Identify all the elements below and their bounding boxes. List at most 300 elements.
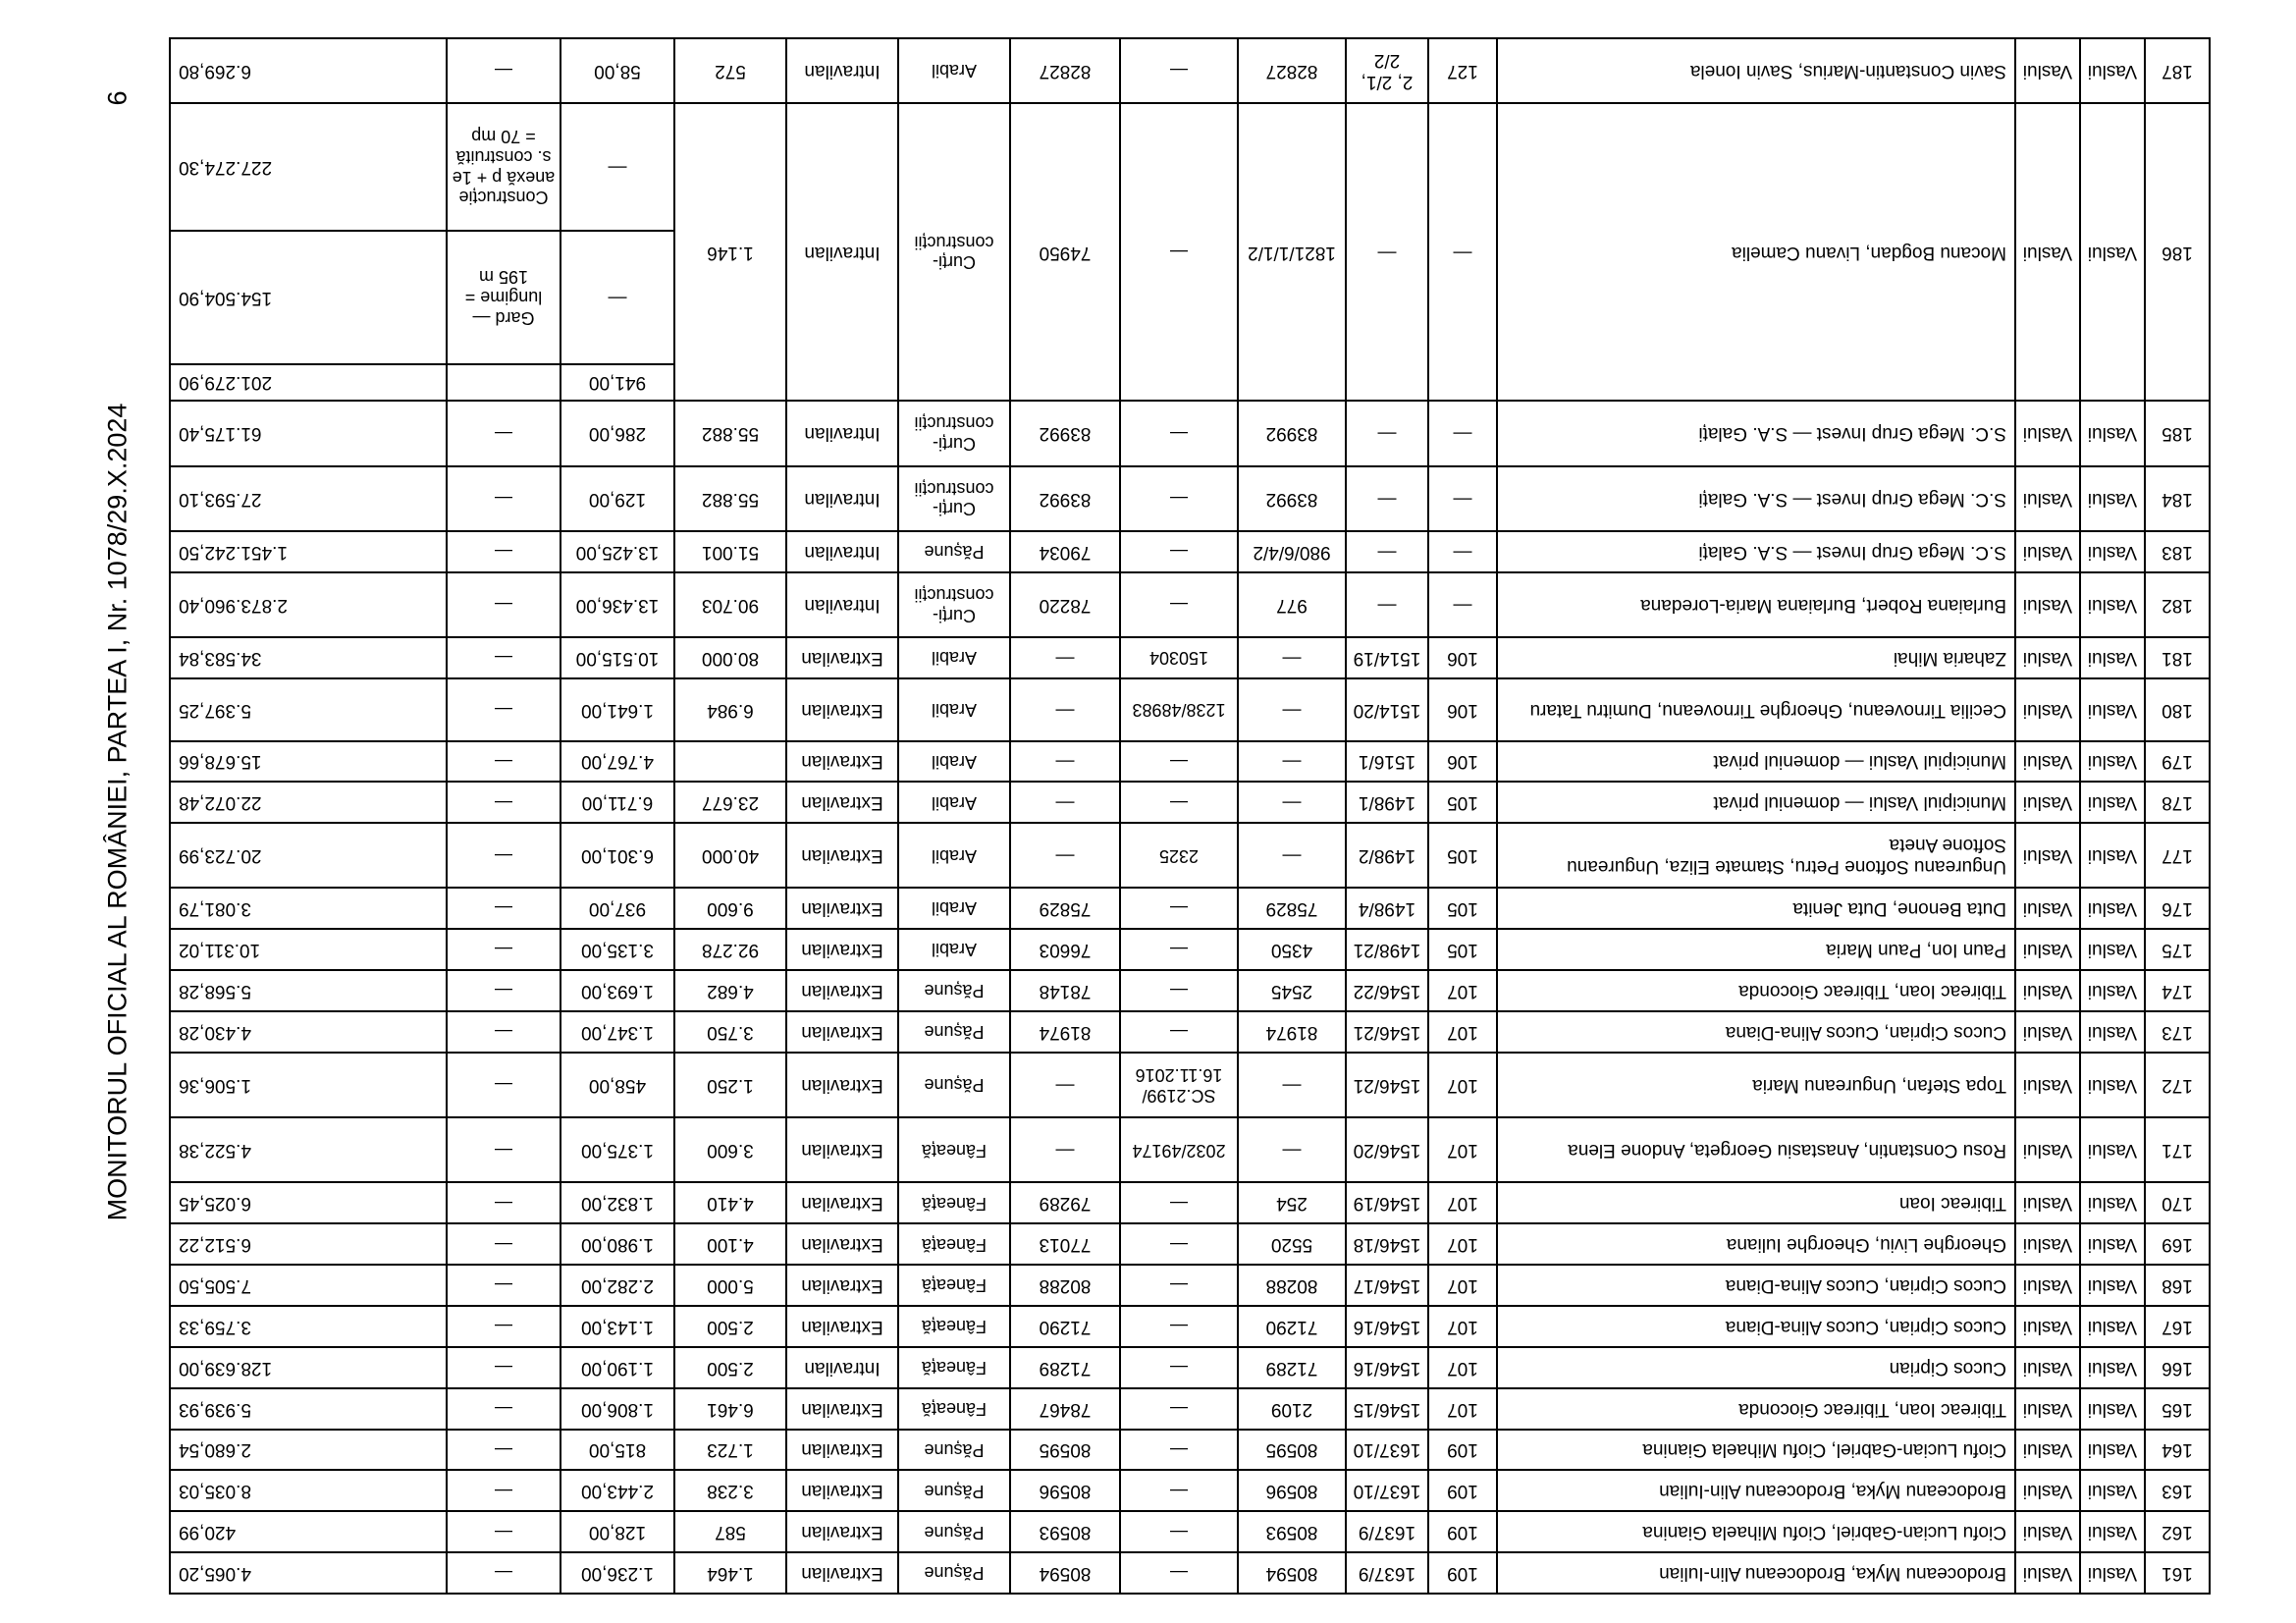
land-book-cell: — [1120,741,1238,783]
locality-cell: Vaslui [2015,1223,2080,1265]
land-category-cell: Pășune [898,1511,1010,1552]
cadastral-number-cell: 80595 [1238,1430,1346,1471]
constructions-cell [447,364,561,402]
uat-cell: Vaslui [2080,1223,2145,1265]
locality-cell: Vaslui [2015,1511,2080,1552]
value-cell: 6.512,22 [170,1223,447,1265]
locality-cell: Vaslui [2015,678,2080,741]
new-cadastral-cell: 80596 [1010,1470,1120,1511]
land-book-cell: — [1120,466,1238,531]
constructions-cell: — [447,531,561,572]
tarla-cell: 109 [1428,1511,1497,1552]
parcel-cell: 1546/16 [1346,1306,1428,1347]
value-cell: 201.279,90 [170,364,447,402]
zone-cell: Extravilan [786,1223,898,1265]
owners-cell: S.C. Mega Grup Invest — S.A. Galați [1497,531,2015,572]
locality-cell: Vaslui [2015,1306,2080,1347]
total-area-cell: 6.461 [674,1388,786,1430]
land-book-cell: — [1120,1430,1238,1471]
row-number: 179 [2145,741,2210,783]
expropriated-area-cell: 458,00 [561,1053,674,1117]
land-category-cell: Fâneață [898,1347,1010,1388]
land-category-cell: Arabil [898,678,1010,741]
parcel-cell: 1546/17 [1346,1265,1428,1306]
table-row [170,401,2210,465]
total-area-cell: 3.750 [674,1011,786,1053]
land-book-cell: — [1120,1511,1238,1552]
expropriated-area-cell: 286,00 [561,401,674,465]
cadastral-number-cell: 980/6/4/2 [1238,531,1346,572]
expropriated-area-cell: 1.806,00 [561,1388,674,1430]
new-cadastral-cell: — [1010,741,1120,783]
expropriated-area-cell: 10.515,00 [561,637,674,678]
land-book-cell: — [1120,401,1238,465]
table-row [170,637,2210,678]
expropriated-area-cell: 58,00 [561,38,674,103]
tarla-cell: 107 [1428,1011,1497,1053]
zone-cell: Extravilan [786,1265,898,1306]
table-row [170,1552,2210,1594]
land-category-cell: Curți-construcții [898,572,1010,637]
value-cell: 227.274,30 [170,103,447,231]
total-area-cell: 1.250 [674,1053,786,1117]
uat-cell: Vaslui [2080,1117,2145,1182]
land-book-cell: — [1120,1182,1238,1223]
parcel-cell: — [1346,466,1428,531]
value-cell: 5.568,28 [170,970,447,1011]
value-cell: 6.025,45 [170,1182,447,1223]
constructions-cell: — [447,1053,561,1117]
total-area-cell: 40.000 [674,823,786,888]
owners-cell: Duta Benone, Duta Jenita [1497,888,2015,929]
row-number: 162 [2145,1511,2210,1552]
constructions-cell: — [447,782,561,823]
owners-cell: S.C. Mega Grup Invest — S.A. Galați [1497,401,2015,465]
locality-cell: Vaslui [2015,929,2080,970]
cadastral-number-cell: — [1238,678,1346,741]
expropriation-table [169,37,2211,1595]
total-area-cell: 4.682 [674,970,786,1011]
parcel-cell: 1637/9 [1346,1511,1428,1552]
cadastral-number-cell: 5520 [1238,1223,1346,1265]
row-number: 161 [2145,1552,2210,1594]
row-number: 171 [2145,1117,2210,1182]
tarla-cell: — [1428,401,1497,465]
land-book-cell: — [1120,1347,1238,1388]
value-cell: 34.583,84 [170,637,447,678]
new-cadastral-cell: 79034 [1010,531,1120,572]
row-number: 163 [2145,1470,2210,1511]
constructions-cell: — [447,1011,561,1053]
new-cadastral-cell: 80593 [1010,1511,1120,1552]
parcel-cell: — [1346,531,1428,572]
table-row [170,1388,2210,1430]
parcel-cell: — [1346,572,1428,637]
cadastral-number-cell: 4350 [1238,929,1346,970]
uat-cell: Vaslui [2080,678,2145,741]
value-cell: 5.397,25 [170,678,447,741]
row-number: 187 [2145,38,2210,103]
tarla-cell: 109 [1428,1470,1497,1511]
new-cadastral-cell: — [1010,1117,1120,1182]
owners-cell: Municipiul Vaslui — domeniul privat [1497,782,2015,823]
owners-cell: Mocanu Bogdan, Livanu Camelia [1497,103,2015,401]
tarla-cell: 106 [1428,741,1497,783]
cadastral-number-cell: 71290 [1238,1306,1346,1347]
owners-cell: Topa Stefan, Ungureanu Maria [1497,1053,2015,1117]
new-cadastral-cell: 74950 [1010,103,1120,401]
locality-cell: Vaslui [2015,1182,2080,1223]
total-area-cell: 92.278 [674,929,786,970]
tarla-cell: 107 [1428,1388,1497,1430]
row-number: 184 [2145,466,2210,531]
owners-cell: Ungureanu Softone Petru, Stamate Eliza, Ungureanu Softone Aneta [1497,823,2015,888]
parcel-cell: 1546/18 [1346,1223,1428,1265]
parcel-cell: 1498/1 [1346,782,1428,823]
row-number: 186 [2145,103,2210,401]
uat-cell: Vaslui [2080,531,2145,572]
owners-cell: Cecilia Tirnoveanu, Gheorghe Tirnoveanu, Dumitru Tataru [1497,678,2015,741]
owners-cell: Municipiul Vaslui — domeniul privat [1497,741,2015,783]
expropriated-area-cell: 1.375,00 [561,1117,674,1182]
uat-cell: Vaslui [2080,1053,2145,1117]
locality-cell: Vaslui [2015,1011,2080,1053]
land-book-cell: — [1120,1470,1238,1511]
tarla-cell: 107 [1428,1347,1497,1388]
zone-cell: Intravilan [786,572,898,637]
new-cadastral-cell: 71289 [1010,1347,1120,1388]
owners-cell: Burlaiana Robert, Burlaiana Maria-Loredana [1497,572,2015,637]
land-category-cell: Fâneață [898,1182,1010,1223]
table-row [170,1306,2210,1347]
locality-cell: Vaslui [2015,572,2080,637]
uat-cell: Vaslui [2080,970,2145,1011]
row-number: 180 [2145,678,2210,741]
table-row [170,1470,2210,1511]
constructions-cell: — [447,1552,561,1594]
table-row [170,1430,2210,1471]
total-area-cell: 55.882 [674,401,786,465]
land-category-cell: Pășune [898,1470,1010,1511]
owners-cell: Tibireac Ioan, Tibireac Gioconda [1497,1388,2015,1430]
owners-cell: Brodoceanu Myka, Brodoceanu Alin-Iulian [1497,1470,2015,1511]
land-category-cell: Fâneață [898,1265,1010,1306]
land-book-cell: — [1120,1011,1238,1053]
land-category-cell: Arabil [898,637,1010,678]
locality-cell: Vaslui [2015,1053,2080,1117]
parcel-cell: 1546/21 [1346,1011,1428,1053]
locality-cell: Vaslui [2015,888,2080,929]
cadastral-number-cell: 1821/1/1/2 [1238,103,1346,401]
locality-cell: Vaslui [2015,38,2080,103]
cadastral-number-cell: — [1238,1117,1346,1182]
new-cadastral-cell: — [1010,1053,1120,1117]
locality-cell: Vaslui [2015,1470,2080,1511]
cadastral-number-cell: — [1238,823,1346,888]
cadastral-number-cell: 83992 [1238,401,1346,465]
land-book-cell: — [1120,38,1238,103]
owners-cell: Ciofu Lucian-Gabriel, Ciofu Mihaela Gianina [1497,1430,2015,1471]
cadastral-number-cell: 80596 [1238,1470,1346,1511]
expropriated-area-cell: 1.832,00 [561,1182,674,1223]
land-book-cell: — [1120,1265,1238,1306]
table-row [170,38,2210,103]
locality-cell: Vaslui [2015,782,2080,823]
new-cadastral-cell: 81974 [1010,1011,1120,1053]
value-cell: 1.506,36 [170,1053,447,1117]
table-row [170,1053,2210,1117]
land-category-cell: Arabil [898,782,1010,823]
page-number: 6 [102,90,133,106]
parcel-cell: 1498/2 [1346,823,1428,888]
uat-cell: Vaslui [2080,1306,2145,1347]
land-book-cell: 2325 [1120,823,1238,888]
expropriated-area-cell: 2.443,00 [561,1470,674,1511]
row-number: 178 [2145,782,2210,823]
table-row [170,929,2210,970]
expropriated-area-cell: 1.190,00 [561,1347,674,1388]
value-cell: 4.522,38 [170,1117,447,1182]
constructions-cell: Construcție anexă p + 1e s. construită = 70 mp [447,103,561,231]
uat-cell: Vaslui [2080,782,2145,823]
expropriated-area-cell: 128,00 [561,1511,674,1552]
land-book-cell: — [1120,1306,1238,1347]
tarla-cell: 107 [1428,1306,1497,1347]
row-number: 174 [2145,970,2210,1011]
land-category-cell: Arabil [898,741,1010,783]
row-number: 165 [2145,1388,2210,1430]
land-book-cell: — [1120,1552,1238,1594]
land-category-cell: Arabil [898,888,1010,929]
uat-cell: Vaslui [2080,1182,2145,1223]
uat-cell: Vaslui [2080,1265,2145,1306]
locality-cell: Vaslui [2015,970,2080,1011]
tarla-cell: 105 [1428,782,1497,823]
land-book-cell: — [1120,888,1238,929]
zone-cell: Extravilan [786,637,898,678]
row-number: 175 [2145,929,2210,970]
row-number: 176 [2145,888,2210,929]
zone-cell: Intravilan [786,531,898,572]
new-cadastral-cell: 75829 [1010,888,1120,929]
row-number: 185 [2145,401,2210,465]
zone-cell: Extravilan [786,1011,898,1053]
cadastral-number-cell: 2545 [1238,970,1346,1011]
tarla-cell: 106 [1428,637,1497,678]
constructions-cell: — [447,741,561,783]
expropriated-area-cell: 13.436,00 [561,572,674,637]
expropriated-area-cell: 6.301,00 [561,823,674,888]
land-book-cell: — [1120,970,1238,1011]
table-row [170,1223,2210,1265]
expropriated-area-cell: 13.425,00 [561,531,674,572]
new-cadastral-cell: 80595 [1010,1430,1120,1471]
row-number: 172 [2145,1053,2210,1117]
locality-cell: Vaslui [2015,1265,2080,1306]
tarla-cell: 107 [1428,1223,1497,1265]
zone-cell: Extravilan [786,1430,898,1471]
value-cell: 15.678,66 [170,741,447,783]
uat-cell: Vaslui [2080,823,2145,888]
cadastral-number-cell: 977 [1238,572,1346,637]
tarla-cell: 127 [1428,38,1497,103]
uat-cell: Vaslui [2080,1388,2145,1430]
new-cadastral-cell: 71290 [1010,1306,1120,1347]
new-cadastral-cell: 80594 [1010,1552,1120,1594]
locality-cell: Vaslui [2015,1117,2080,1182]
land-book-cell: — [1120,572,1238,637]
total-area-cell: 1.464 [674,1552,786,1594]
owners-cell: Rosu Constantin, Anastasiu Georgeta, Andone Elena [1497,1117,2015,1182]
row-number: 166 [2145,1347,2210,1388]
uat-cell: Vaslui [2080,637,2145,678]
constructions-cell: — [447,1265,561,1306]
new-cadastral-cell: 80288 [1010,1265,1120,1306]
locality-cell: Vaslui [2015,1388,2080,1430]
parcel-cell: 1546/22 [1346,970,1428,1011]
value-cell: 10.311,02 [170,929,447,970]
value-cell: 20.723,99 [170,823,447,888]
land-category-cell: Pășune [898,531,1010,572]
parcel-cell: 1498/4 [1346,888,1428,929]
constructions-cell: — [447,1511,561,1552]
land-category-cell: Fâneață [898,1223,1010,1265]
locality-cell: Vaslui [2015,531,2080,572]
cadastral-number-cell: 80593 [1238,1511,1346,1552]
row-number: 183 [2145,531,2210,572]
cadastral-number-cell: — [1238,637,1346,678]
value-cell: 22.072,48 [170,782,447,823]
parcel-cell: 1637/10 [1346,1470,1428,1511]
total-area-cell: 3.600 [674,1117,786,1182]
value-cell: 61.175,40 [170,401,447,465]
land-book-cell: — [1120,1388,1238,1430]
constructions-cell: — [447,678,561,741]
land-book-cell: — [1120,929,1238,970]
constructions-cell: — [447,1388,561,1430]
new-cadastral-cell: 83992 [1010,466,1120,531]
constructions-cell: — [447,970,561,1011]
zone-cell: Extravilan [786,823,898,888]
value-cell: 420,99 [170,1511,447,1552]
land-category-cell: Fâneață [898,1117,1010,1182]
expropriated-area-cell: 937,00 [561,888,674,929]
locality-cell: Vaslui [2015,401,2080,465]
expropriated-area-cell: 815,00 [561,1430,674,1471]
land-category-cell: Curți-construcții [898,466,1010,531]
land-book-cell: 1238/48983 [1120,678,1238,741]
tarla-cell: 109 [1428,1552,1497,1594]
total-area-cell: 2.500 [674,1306,786,1347]
uat-cell: Vaslui [2080,929,2145,970]
tarla-cell: — [1428,466,1497,531]
expropriated-area-cell: 1.641,00 [561,678,674,741]
total-area-cell: 2.500 [674,1347,786,1388]
expropriated-area-cell: 1.347,00 [561,1011,674,1053]
table-row [170,364,2210,402]
expropriated-area-cell: 4.767,00 [561,741,674,783]
constructions-cell: — [447,1470,561,1511]
table-row [170,823,2210,888]
land-category-cell: Pășune [898,1053,1010,1117]
table-row [170,1011,2210,1053]
uat-cell: Vaslui [2080,572,2145,637]
tarla-cell: 107 [1428,1182,1497,1223]
locality-cell: Vaslui [2015,1347,2080,1388]
value-cell: 4.430,28 [170,1011,447,1053]
row-number: 168 [2145,1265,2210,1306]
locality-cell: Vaslui [2015,1552,2080,1594]
land-category-cell: Fâneață [898,1306,1010,1347]
tarla-cell: 105 [1428,823,1497,888]
total-area-cell: 55.882 [674,466,786,531]
uat-cell: Vaslui [2080,466,2145,531]
expropriated-area-cell: 3.135,00 [561,929,674,970]
parcel-cell: 2, 2/1, 2/2 [1346,38,1428,103]
owners-cell: Paun Ion, Paun Maria [1497,929,2015,970]
zone-cell: Intravilan [786,38,898,103]
zone-cell: Extravilan [786,929,898,970]
land-book-cell: — [1120,1223,1238,1265]
table-row [170,782,2210,823]
cadastral-number-cell: 2109 [1238,1388,1346,1430]
tarla-cell: 107 [1428,1265,1497,1306]
tarla-cell: — [1428,103,1497,401]
cadastral-number-cell: — [1238,1053,1346,1117]
constructions-cell: — [447,1430,561,1471]
locality-cell: Vaslui [2015,103,2080,401]
new-cadastral-cell: 76603 [1010,929,1120,970]
new-cadastral-cell: 83992 [1010,401,1120,465]
expropriated-area-cell: — [561,231,674,364]
new-cadastral-cell: 79289 [1010,1182,1120,1223]
value-cell: 128.639,00 [170,1347,447,1388]
expropriated-area-cell: 1.693,00 [561,970,674,1011]
new-cadastral-cell: — [1010,782,1120,823]
expropriated-area-cell: — [561,103,674,231]
total-area-cell: 80.000 [674,637,786,678]
value-cell: 1.451.242,50 [170,531,447,572]
owners-cell: Cucos Ciprian, Cucos Alina-Diana [1497,1011,2015,1053]
total-area-cell: 587 [674,1511,786,1552]
total-area-cell: 3.238 [674,1470,786,1511]
uat-cell: Vaslui [2080,1511,2145,1552]
row-number: 169 [2145,1223,2210,1265]
constructions-cell: — [447,1117,561,1182]
constructions-cell: — [447,466,561,531]
zone-cell: Extravilan [786,1306,898,1347]
constructions-cell: — [447,1306,561,1347]
uat-cell: Vaslui [2080,741,2145,783]
total-area-cell: 51.001 [674,531,786,572]
total-area-cell: 23.677 [674,782,786,823]
land-book-cell: 2032/49174 [1120,1117,1238,1182]
constructions-cell: — [447,572,561,637]
table-row [170,531,2210,572]
new-cadastral-cell: — [1010,678,1120,741]
table-row [170,741,2210,783]
total-area-cell: 572 [674,38,786,103]
zone-cell: Extravilan [786,1470,898,1511]
uat-cell: Vaslui [2080,38,2145,103]
land-book-cell: — [1120,103,1238,401]
owners-cell: Tibireac Ioan [1497,1182,2015,1223]
tarla-cell: 109 [1428,1430,1497,1471]
zone-cell: Intravilan [786,103,898,401]
zone-cell: Extravilan [786,1117,898,1182]
owners-cell: Gheorghe Liviu, Gheorghe Iuliana [1497,1223,2015,1265]
expropriated-area-cell: 6.711,00 [561,782,674,823]
